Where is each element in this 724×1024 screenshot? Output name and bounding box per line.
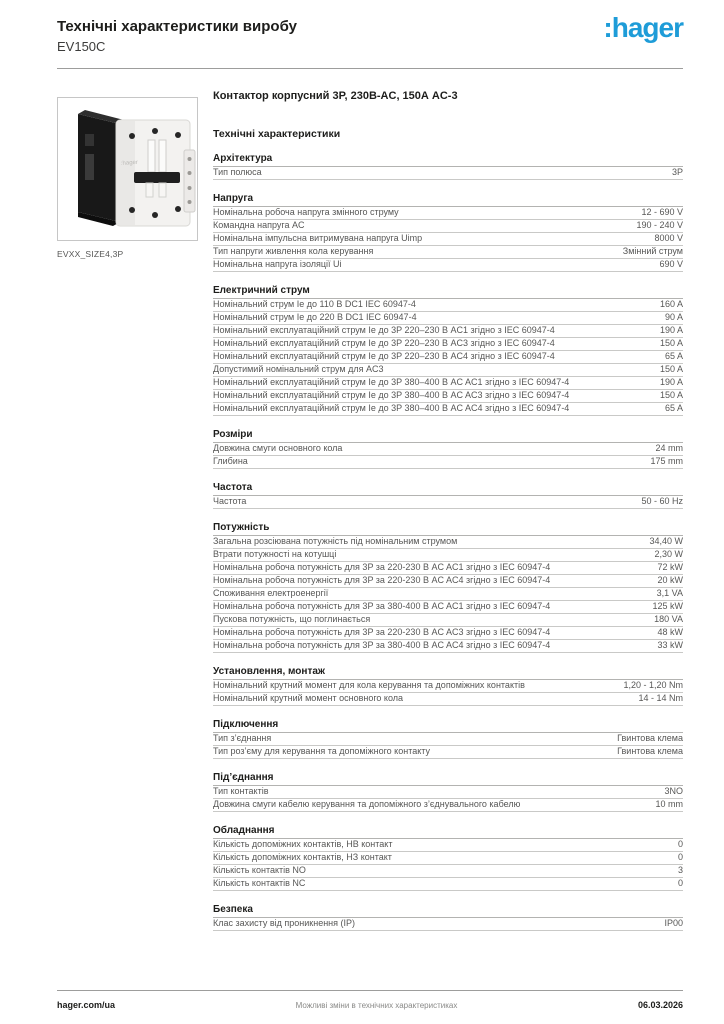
spec-label: Пускова потужність, що поглинається — [213, 615, 371, 625]
spec-label: Довжина смуги кабелю керування та допоміжного з’єднувального кабелю — [213, 800, 521, 810]
spec-section — [213, 772, 683, 812]
page-header — [57, 18, 683, 54]
spec-row — [213, 246, 683, 259]
section-rows — [213, 299, 683, 416]
spec-row — [213, 640, 683, 653]
header-divider — [57, 68, 683, 69]
spec-value: 12 - 690 V — [641, 207, 683, 218]
spec-label: Номінальний експлуатаційний струм Ie до 3P 380–400 В AC AC3 згідно з IEC 60947-4 — [213, 391, 570, 401]
product-image — [57, 97, 198, 241]
spec-label: Тип контактів — [213, 787, 269, 797]
spec-value: 160 A — [659, 299, 683, 310]
section-rows — [213, 443, 683, 469]
spec-label: Номінальна робоча напруга змінного струму — [213, 208, 399, 218]
section-rows — [213, 167, 683, 180]
section-rows — [213, 496, 683, 509]
spec-value: 50 - 60 Hz — [641, 496, 683, 507]
spec-value: 2,30 W — [654, 549, 683, 560]
spec-value: 150 A — [659, 390, 683, 401]
spec-value: 65 A — [664, 403, 683, 414]
spec-row — [213, 207, 683, 220]
spec-label: Глибина — [213, 457, 248, 467]
spec-value: 125 kW — [652, 601, 683, 612]
spec-label: Загальна розсіювана потужність під номінальним струмом — [213, 537, 458, 547]
spec-row — [213, 786, 683, 799]
spec-label: Кількість допоміжних контактів, НВ контакт — [213, 840, 393, 850]
spec-row — [213, 377, 683, 390]
section-title: Частота — [213, 482, 683, 496]
spec-row — [213, 338, 683, 351]
spec-label: Допустимий номінальний струм для AC3 — [213, 365, 384, 375]
spec-label: Тип роз’єму для керування та допоміжного контакту — [213, 747, 430, 757]
spec-section — [213, 825, 683, 891]
spec-column — [213, 90, 683, 931]
spec-row — [213, 693, 683, 706]
spec-value: 48 kW — [657, 627, 683, 638]
spec-row — [213, 562, 683, 575]
section-rows — [213, 536, 683, 653]
spec-label: Номінальна робоча потужність для 3P за 380-400 В AC AC1 згідно з IEC 60947-4 — [213, 602, 551, 612]
spec-label: Споживання електроенергії — [213, 589, 329, 599]
section-rows — [213, 207, 683, 272]
spec-label: Номінальний експлуатаційний струм Ie до 3P 380–400 В AC AC4 згідно з IEC 60947-4 — [213, 404, 570, 414]
spec-label: Номінальна робоча потужність для 3P за 220-230 В AC AC1 згідно з IEC 60947-4 — [213, 563, 551, 573]
spec-section — [213, 522, 683, 653]
spec-label: Номінальна робоча потужність для 3P за 220-230 В AC AC4 згідно з IEC 60947-4 — [213, 576, 551, 586]
spec-value: 34,40 W — [649, 536, 683, 547]
spec-label: Номінальна робоча потужність для 3P за 220-230 В AC AC3 згідно з IEC 60947-4 — [213, 628, 551, 638]
spec-section — [213, 719, 683, 759]
spec-value: 20 kW — [657, 575, 683, 586]
specs-heading: Технічні характеристики — [213, 128, 341, 141]
spec-row — [213, 588, 683, 601]
spec-row — [213, 299, 683, 312]
contactor-illustration — [58, 98, 197, 240]
product-title: Контактор корпусний 3P, 230В-AC, 150А AC-3 — [213, 90, 458, 102]
section-title: Напруга — [213, 193, 683, 207]
spec-section — [213, 482, 683, 509]
spec-value: 690 V — [659, 259, 683, 270]
spec-row — [213, 575, 683, 588]
spec-row — [213, 456, 683, 469]
spec-value: 150 A — [659, 338, 683, 349]
section-rows — [213, 918, 683, 931]
spec-value: 3 — [677, 865, 683, 876]
spec-value: 24 mm — [655, 443, 683, 454]
spec-row — [213, 680, 683, 693]
spec-value: Гвинтова клема — [617, 746, 683, 757]
section-title: Під’єднання — [213, 772, 683, 786]
spec-value: 10 mm — [655, 799, 683, 810]
section-title: Підключення — [213, 719, 683, 733]
spec-value: 3,1 VA — [656, 588, 683, 599]
spec-section — [213, 153, 683, 180]
spec-row — [213, 549, 683, 562]
spec-label: Номінальна імпульсна витримувана напруга Uimp — [213, 234, 423, 244]
spec-row — [213, 878, 683, 891]
section-title: Обладнання — [213, 825, 683, 839]
spec-value: 180 VA — [654, 614, 683, 625]
spec-value: 3NO — [664, 786, 683, 797]
spec-label: Номінальна напруга ізоляції Ui — [213, 260, 342, 270]
spec-label: Номінальний крутний момент основного кола — [213, 694, 404, 704]
spec-row — [213, 746, 683, 759]
spec-label: Номінальний струм Ie до 110 В DC1 IEC 60947-4 — [213, 300, 416, 310]
spec-row — [213, 259, 683, 272]
spec-row — [213, 312, 683, 325]
section-rows — [213, 786, 683, 812]
spec-label: Номінальний експлуатаційний струм Ie до 3P 220–230 В AC3 згідно з IEC 60947-4 — [213, 339, 555, 349]
section-title: Установлення, монтаж — [213, 666, 683, 680]
spec-label: Номінальна робоча потужність для 3P за 380-400 В AC AC4 згідно з IEC 60947-4 — [213, 641, 551, 651]
spec-row — [213, 443, 683, 456]
spec-value: Змінний струм — [622, 246, 683, 257]
spec-row — [213, 799, 683, 812]
spec-label: Номінальний експлуатаційний струм Ie до 3P 380–400 В AC AC1 згідно з IEC 60947-4 — [213, 378, 570, 388]
spec-label: Довжина смуги основного кола — [213, 444, 343, 454]
spec-value: 150 A — [659, 364, 683, 375]
hager-logo: :hager — [603, 12, 683, 43]
spec-row — [213, 627, 683, 640]
spec-value: 90 A — [664, 312, 683, 323]
spec-label: Втрати потужності на котушці — [213, 550, 337, 560]
spec-label: Частота — [213, 497, 247, 507]
section-rows — [213, 733, 683, 759]
section-title: Розміри — [213, 429, 683, 443]
spec-row — [213, 733, 683, 746]
section-title: Електричний струм — [213, 285, 683, 299]
spec-value: Гвинтова клема — [617, 733, 683, 744]
spec-label: Номінальний експлуатаційний струм Ie до 3P 220–230 В AC4 згідно з IEC 60947-4 — [213, 352, 555, 362]
spec-row — [213, 496, 683, 509]
spec-section — [213, 285, 683, 416]
spec-row — [213, 364, 683, 377]
spec-row — [213, 918, 683, 931]
spec-row — [213, 167, 683, 180]
spec-value: 175 mm — [650, 456, 683, 467]
svg-text::hager: :hager — [120, 159, 139, 167]
spec-label: Кількість контактів NC — [213, 879, 306, 889]
spec-row — [213, 614, 683, 627]
spec-value: 65 A — [664, 351, 683, 362]
spec-label: Тип полюса — [213, 168, 262, 178]
spec-label: Номінальний крутний момент для кола керування та допоміжних контактів — [213, 681, 525, 691]
spec-value: 0 — [677, 852, 683, 863]
spec-value: 190 - 240 V — [636, 220, 683, 231]
product-image-caption: EVXX_SIZE4,3P — [57, 249, 124, 259]
spec-value: 8000 V — [654, 233, 683, 244]
spec-row — [213, 233, 683, 246]
section-rows — [213, 680, 683, 706]
spec-value: 14 - 14 Nm — [638, 693, 683, 704]
spec-label: Тип напруги живлення кола керування — [213, 247, 374, 257]
spec-label: Кількість допоміжних контактів, НЗ контакт — [213, 853, 392, 863]
section-title: Потужність — [213, 522, 683, 536]
product-image-column — [57, 97, 200, 259]
spec-row — [213, 351, 683, 364]
spec-value: 190 A — [659, 377, 683, 388]
spec-label: Командна напруга AC — [213, 221, 305, 231]
footer-disclaimer: Можливі зміни в технічних характеристиках — [295, 1001, 458, 1010]
spec-row — [213, 839, 683, 852]
spec-sections — [213, 153, 683, 931]
spec-row — [213, 403, 683, 416]
section-title: Безпека — [213, 904, 683, 918]
spec-label: Тип з’єднання — [213, 734, 272, 744]
spec-row — [213, 390, 683, 403]
spec-row — [213, 325, 683, 338]
spec-value: IP00 — [664, 918, 683, 929]
footer-url-link[interactable]: hager.com/ua — [57, 1000, 116, 1010]
spec-row — [213, 220, 683, 233]
spec-value: 190 A — [659, 325, 683, 336]
spec-section — [213, 193, 683, 272]
section-title: Архітектура — [213, 153, 683, 167]
spec-label: Номінальний експлуатаційний струм Ie до 3P 220–230 В AC1 згідно з IEC 60947-4 — [213, 326, 555, 336]
document-title: Технічні характеристики виробу — [57, 18, 297, 35]
spec-section — [213, 904, 683, 931]
page-footer — [57, 990, 683, 1010]
spec-section — [213, 666, 683, 706]
spec-row — [213, 865, 683, 878]
spec-value: 1,20 - 1,20 Nm — [623, 680, 683, 691]
spec-row — [213, 852, 683, 865]
footer-date: 06.03.2026 — [637, 1000, 683, 1010]
spec-value: 0 — [677, 878, 683, 889]
spec-section — [213, 429, 683, 469]
spec-value: 33 kW — [657, 640, 683, 651]
spec-label: Клас захисту від проникнення (IP) — [213, 919, 356, 929]
spec-value: 3P — [671, 167, 683, 178]
spec-label: Кількість контактів NO — [213, 866, 306, 876]
section-rows — [213, 839, 683, 891]
spec-value: 0 — [677, 839, 683, 850]
spec-row — [213, 536, 683, 549]
product-reference: EV150C — [57, 39, 106, 54]
spec-value: 72 kW — [657, 562, 683, 573]
spec-label: Номінальний струм Ie до 220 В DC1 IEC 60947-4 — [213, 313, 417, 323]
spec-row — [213, 601, 683, 614]
